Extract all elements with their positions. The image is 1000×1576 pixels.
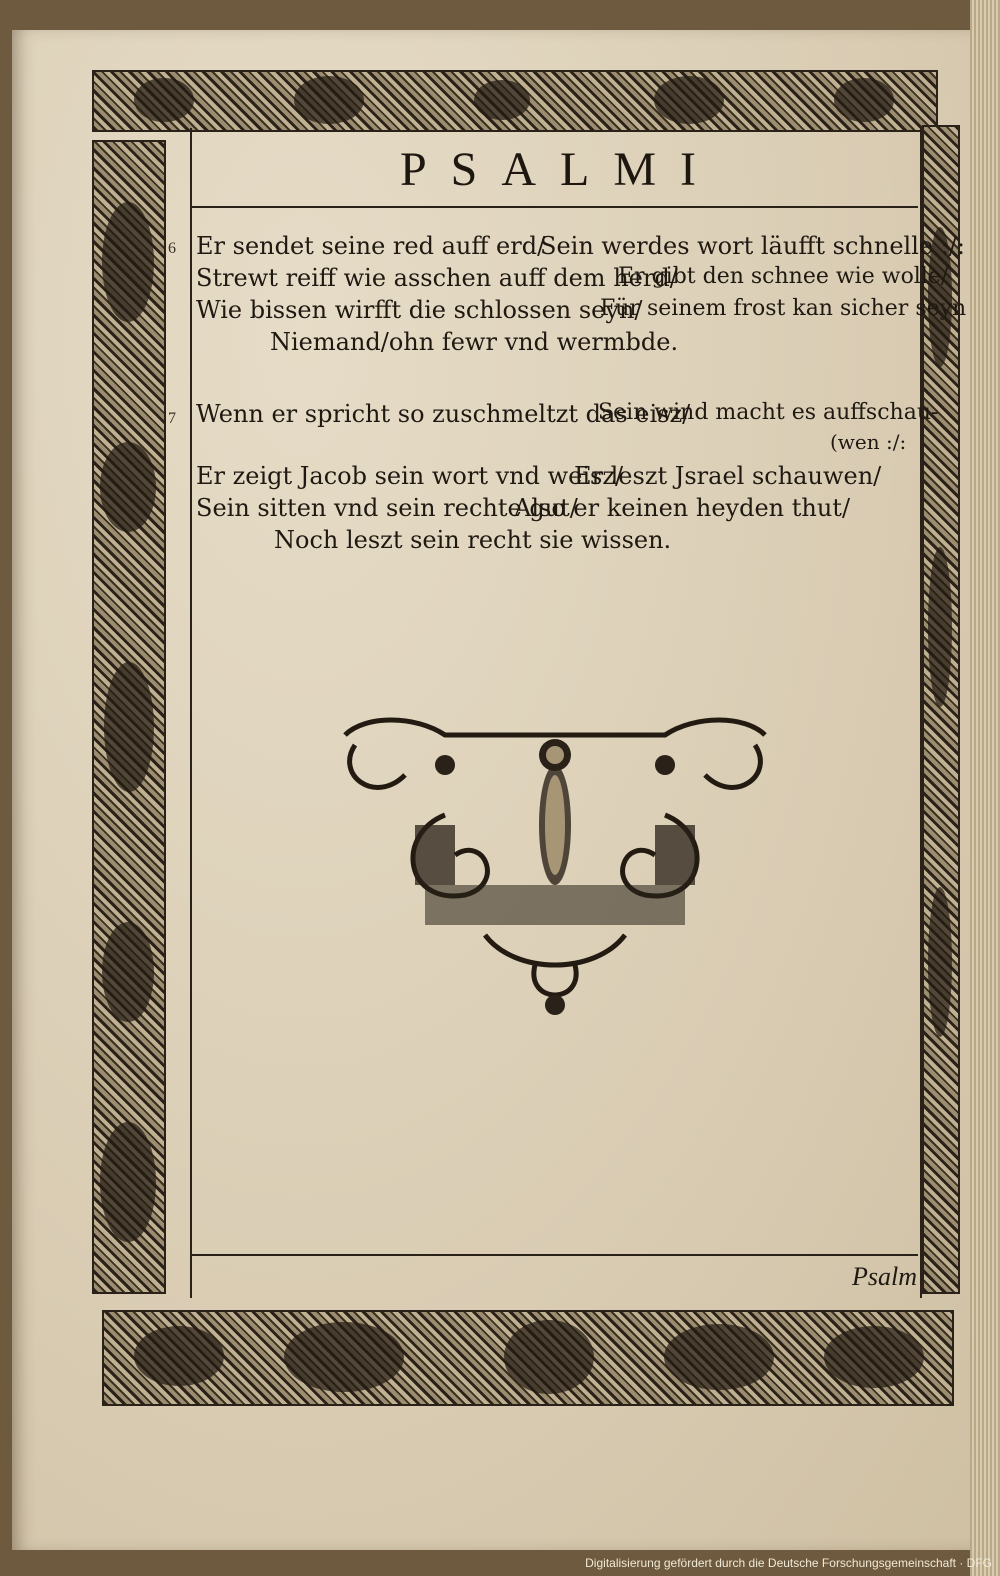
page-heading: PSALMI	[399, 143, 721, 196]
running-footer-word: Psalm	[852, 1262, 917, 1291]
verse-line-left: Wenn er spricht so zuschmeltzt das eisz/	[196, 400, 691, 428]
verse-line-right: Er leszt Jsrael schauwen/	[574, 462, 882, 490]
verse-line-right: Also er keinen heyden thut/	[514, 494, 851, 522]
footer-rule	[192, 1254, 918, 1256]
verse-line-right: Für seinem frost kan sicher seyn	[600, 296, 967, 321]
verse-number: 6	[168, 240, 176, 257]
verse-line-right: Sein werdes wort läufft schnelle :/:	[540, 232, 965, 260]
verse-line-left: Sein sitten vnd sein rechte gut/	[196, 494, 578, 522]
verse-line-left: Strewt reiff wie asschen auff dem herd/	[196, 264, 678, 292]
verse-line-left: Noch leszt sein recht sie wissen.	[274, 526, 672, 554]
top-woodcut-border	[92, 70, 938, 132]
cherub-tailpiece-ornament	[335, 715, 775, 1035]
verse-line-left: Er zeigt Jacob sein wort vnd weisz/	[196, 462, 624, 490]
bottom-woodcut-border	[102, 1310, 954, 1406]
left-woodcut-border	[92, 140, 166, 1294]
verse-line-left: Niemand/ohn fewr vnd wermbde.	[270, 328, 679, 356]
verse-line-right: (wen :/:	[830, 430, 907, 454]
heading-rule	[192, 206, 918, 208]
verse-line-right: Er gibt den schnee wie wolle/	[618, 264, 949, 289]
verse-number: 7	[168, 410, 176, 427]
page-stack-edge	[970, 0, 1000, 1576]
verse-line-left: Er sendet seine red auff erd/	[196, 232, 546, 260]
digitization-credit: Digitalisierung gefördert durch die Deutsche Forschungsgemeinschaft · DFG	[585, 1556, 992, 1570]
verse-line-right: Sein wind macht es auffschau-	[598, 400, 939, 425]
verse-line-left: Wie bissen wirfft die schlossen seyn/	[196, 296, 643, 324]
